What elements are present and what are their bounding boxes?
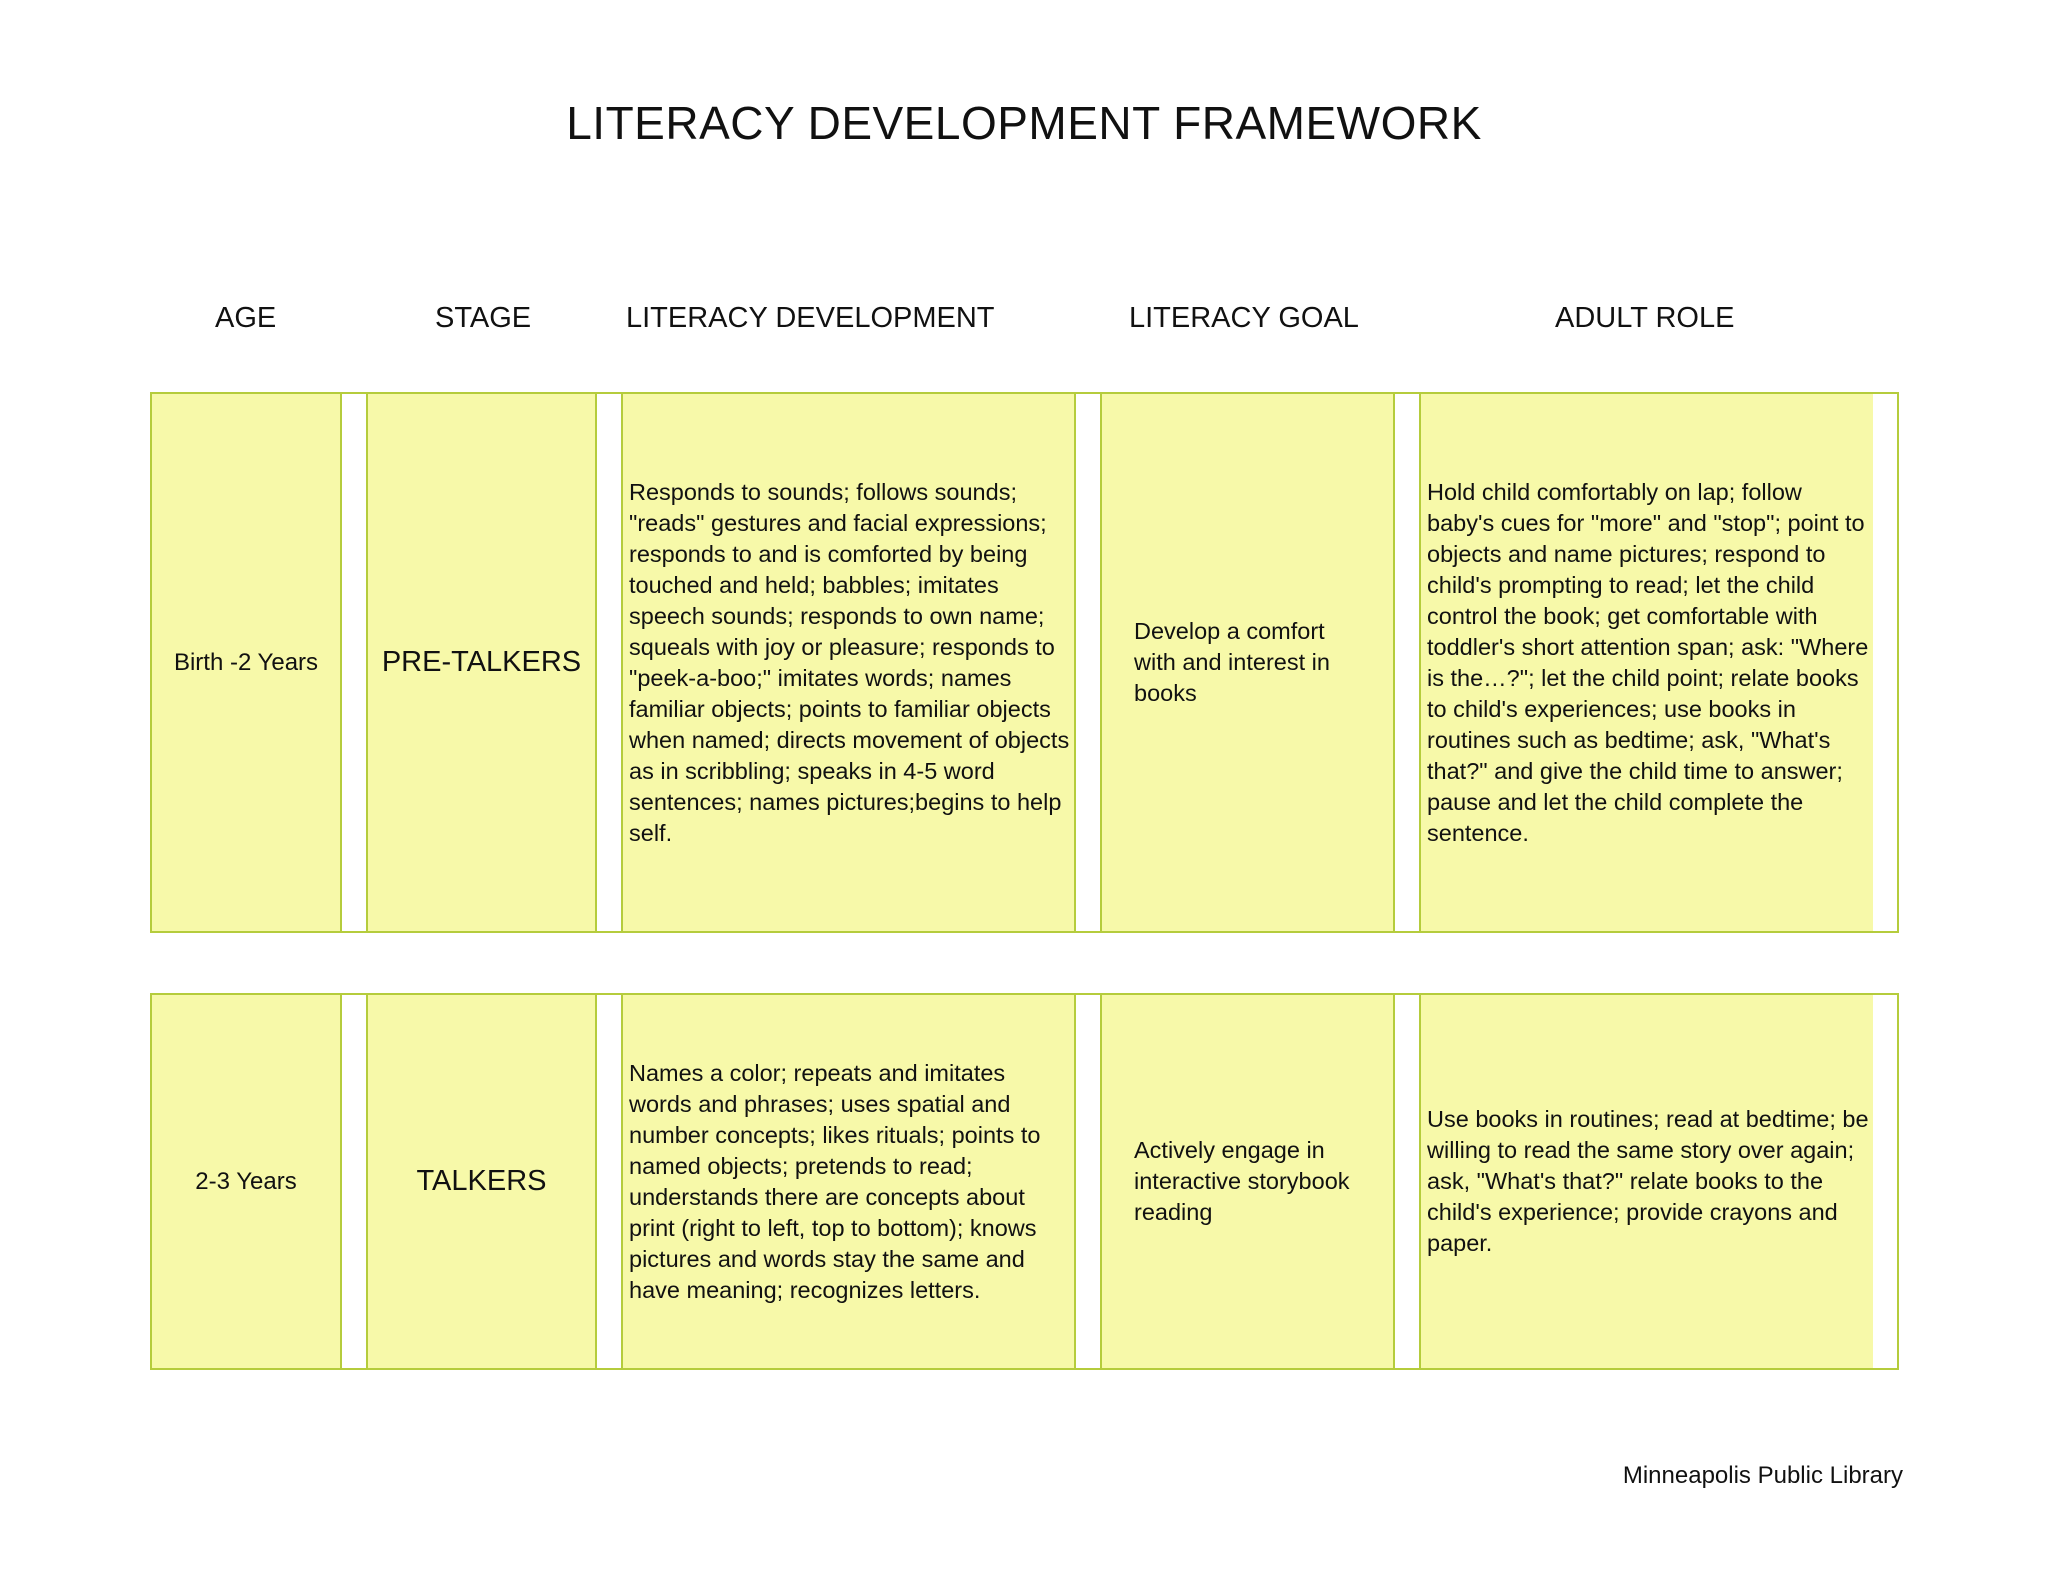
column-gap xyxy=(1074,995,1102,1368)
cell-stage xyxy=(368,394,595,931)
stage-label: PRE-TALKERS xyxy=(381,646,582,678)
stage-label: TALKERS xyxy=(416,1165,547,1197)
development-text: Names a color; repeats and imitates words and phrases; uses spatial and number concepts; likes rituals; points to named objects; pretends to read; understands there are concepts about print (right to left, top to bottom); knows pictures and words stay the same and have meaning; recognizes letters. xyxy=(629,1059,1041,1303)
table-row-talkers xyxy=(150,993,1899,1370)
cell-adult-role xyxy=(1421,995,1873,1368)
adult-role-text: Use books in routines; read at bedtime; be willing to read the same story over again; ask, "What's that?" relate books to the child's experience; provide crayons and paper. xyxy=(1427,1106,1869,1256)
page-title: LITERACY DEVELOPMENT FRAMEWORK xyxy=(566,97,1482,149)
development-text: Responds to sounds; follows sounds; "reads" gestures and facial expressions; responds to and is comforted by being touched and held; babbles; imitates speech sounds; responds to own name; squeals with joy or pleasure; responds to "peek-a-boo;" imitates words; names familiar objects; points to familiar objects when named; directs movement of objects as in scribbling; speaks in 4-5 word sentences; names pictures;begins to help self. xyxy=(629,478,1070,846)
age-label: 2-3 Years xyxy=(195,1167,297,1195)
table-row-pre-talkers xyxy=(150,392,1899,933)
cell-adult-role xyxy=(1421,394,1873,931)
header-literacy-development: LITERACY DEVELOPMENT xyxy=(626,302,995,334)
header-age: AGE xyxy=(215,302,277,334)
header-adult-role: ADULT ROLE xyxy=(1555,302,1735,334)
column-gap xyxy=(1074,394,1102,931)
cell-literacy-development xyxy=(623,995,1074,1368)
cell-age xyxy=(152,995,340,1368)
header-stage: STAGE xyxy=(435,302,532,334)
goal-text: Actively engage in interactive storybook reading xyxy=(1134,1137,1350,1225)
column-gap xyxy=(340,995,368,1368)
column-gap xyxy=(595,394,623,931)
goal-text: Develop a comfort with and interest in books xyxy=(1134,618,1330,706)
footer-credit: Minneapolis Public Library xyxy=(1622,1462,1903,1489)
header-literacy-goal: LITERACY GOAL xyxy=(1129,302,1359,334)
cell-literacy-goal xyxy=(1102,995,1393,1368)
column-gap xyxy=(595,995,623,1368)
cell-literacy-development xyxy=(623,394,1074,931)
cell-literacy-goal xyxy=(1102,394,1393,931)
cell-stage xyxy=(368,995,595,1368)
column-gap xyxy=(340,394,368,931)
cell-age xyxy=(152,394,340,931)
column-gap xyxy=(1393,394,1421,931)
column-gap xyxy=(1393,995,1421,1368)
age-label: Birth -2 Years xyxy=(173,648,319,676)
adult-role-text: Hold child comfortably on lap; follow baby's cues for "more" and "stop"; point to objects and name pictures; respond to child's prompting to read; let the child control the book; get comfortable with toddler's short attention span; ask: "Where is the…?"; let the child point; relate books to child's experiences; use books in routines such as bedtime; ask, "What's that?" and give the child time to answer; pause and let the child complete the sentence. xyxy=(1427,478,1869,846)
